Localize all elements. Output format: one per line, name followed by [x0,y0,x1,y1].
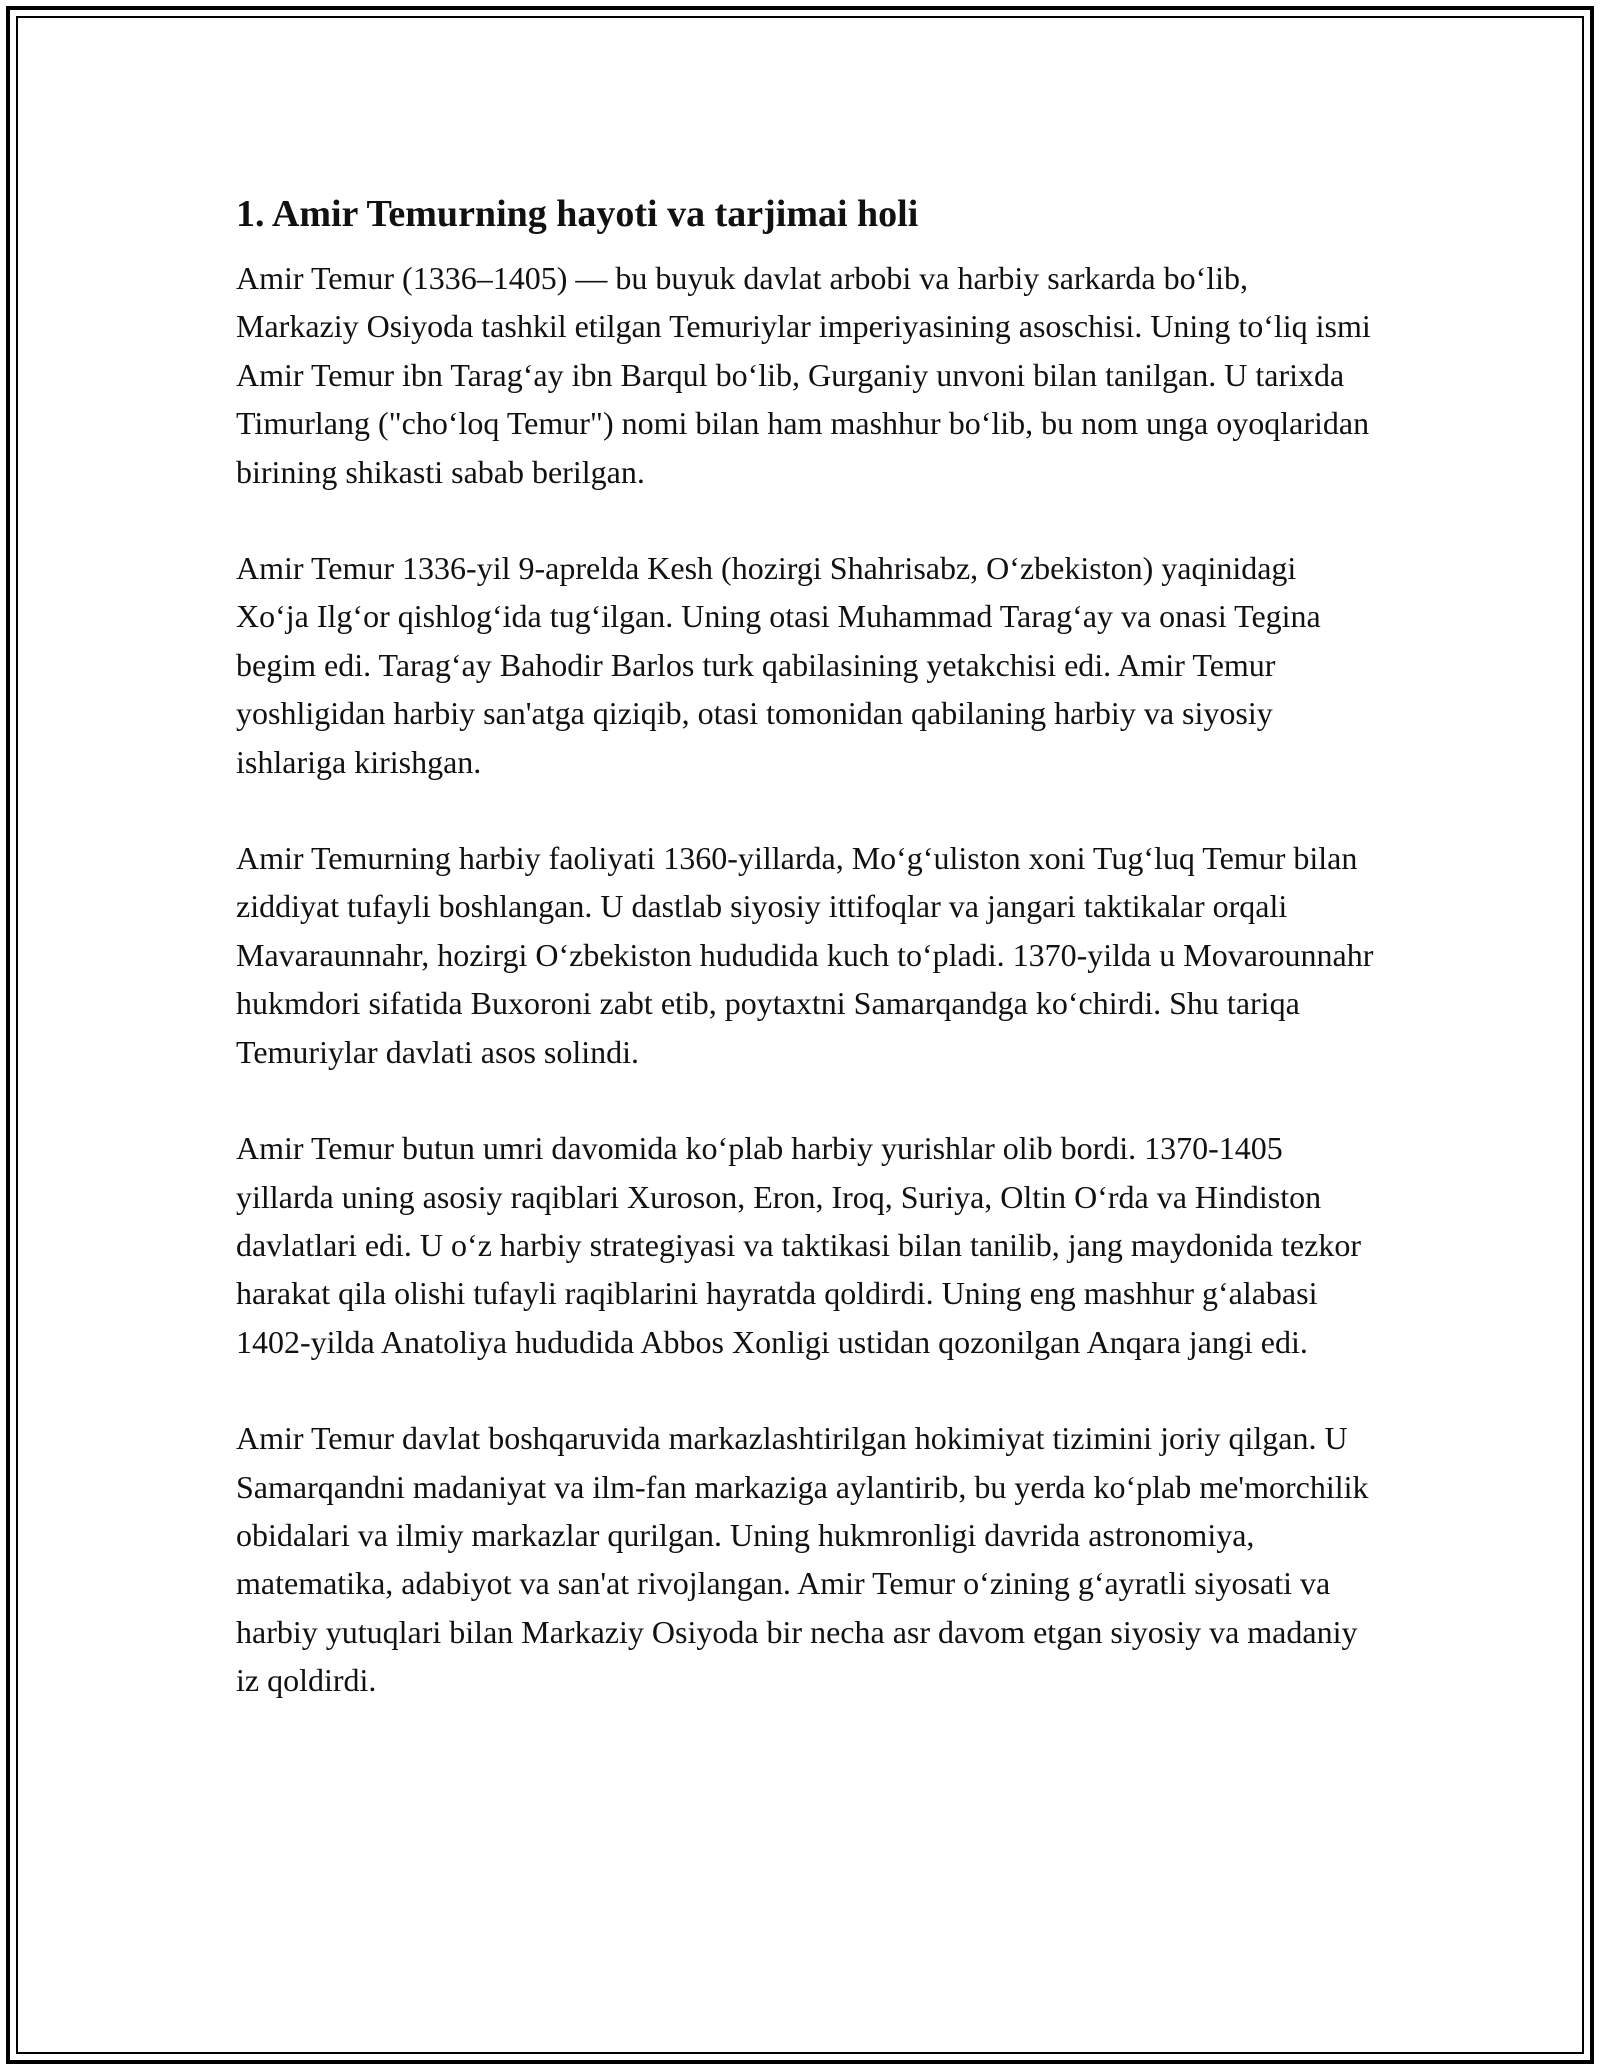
paragraph-4: Amir Temur butun umri davomida ko‘plab harbiy yurishlar olib bordi. 1370-1405 yillarda uning asosiy raqiblari Xuroson, Eron, Iroq, Suriya, Oltin O‘rda va Hindiston davlatlari edi. U o‘z harbiy strategiyasi va taktikasi bilan tanilib, jang maydonida tezkor harakat qila olishi tufayli raqiblarini hayratda qoldirdi. Uning eng mashhur g‘alabasi 1402-yilda Anatoliya hududida Abbos Xonligi ustidan qozonilgan Anqara jangi edi. [236,1130,1361,1360]
paragraph-1: Amir Temur (1336–1405) — bu buyuk davlat arbobi va harbiy sarkarda bo‘lib, Markaziy Osiyoda tashkil etilgan Temuriylar imperiyasining asoschisi. Uning to‘liq ismi Amir Temur ibn Tarag‘ay ibn Barqul bo‘lib, Gurganiy unvoni bilan tanilgan. U tarixda Timurlang ("cho‘loq Temur") nomi bilan ham mashhur bo‘lib, bu nom unga oyoqlaridan birining shikasti sabab berilgan. [236,260,1371,490]
paragraph-5: Amir Temur davlat boshqaruvida markazlashtirilgan hokimiyat tizimini joriy qilgan. U Samarqandni madaniyat va ilm-fan markaziga aylantirib, bu yerda ko‘plab me'morchilik obidalari va ilmiy markazlar qurilgan. Uning hukmronligi davrida astronomiya, matematika, adabiyot va san'at rivojlangan. Amir Temur o‘zining g‘ayratli siyosati va harbiy yutuqlari bilan Markaziy Osiyoda bir necha asr davom etgan siyosiy va madaniy iz qoldirdi. [236,1420,1369,1699]
section-heading: 1. Amir Temurning hayoti va tarjimai holi [236,193,919,235]
paragraph-3: Amir Temurning harbiy faoliyati 1360-yillarda, Mo‘g‘uliston xoni Tug‘luq Temur bilan ziddiyat tufayli boshlangan. U dastlab siyosiy ittifoqlar va jangari taktikalar orqali Mavaraunnahr, hozirgi O‘zbekiston hududida kuch to‘pladi. 1370-yilda u Movarounnahr hukmdori sifatida Buxoroni zabt etib, poytaxtni Samarqandga ko‘chirdi. Shu tariqa Temuriylar davlati asos solindi. [236,840,1374,1070]
document-body [236,186,1376,1753]
paragraph-2: Amir Temur 1336-yil 9-aprelda Kesh (hozirgi Shahrisabz, O‘zbekiston) yaqinidagi Xo‘ja Ilg‘or qishlog‘ida tug‘ilgan. Uning otasi Muhammad Tarag‘ay va onasi Tegina begim edi. Tarag‘ay Bahodir Barlos turk qabilasining yetakchisi edi. Amir Temur yoshligidan harbiy san'atga qiziqib, otasi tomonidan qabilaning harbiy va siyosiy ishlariga kirishgan. [236,550,1321,780]
